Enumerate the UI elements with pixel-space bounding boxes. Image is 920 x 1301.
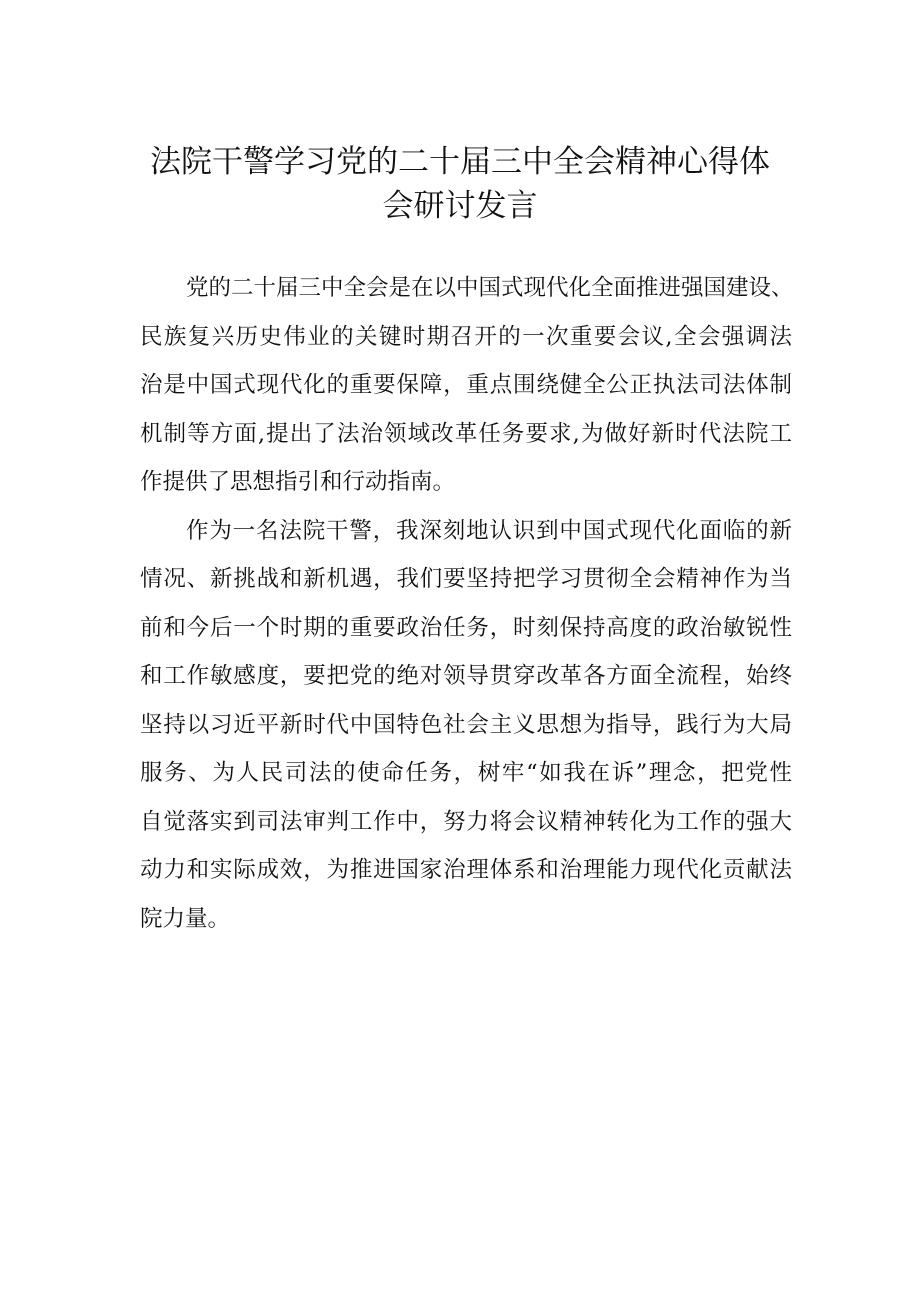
paragraph-2 — [140, 507, 792, 944]
paragraph-1-line-2: 民族复兴历史伟业的关键时期召开的一次重要会议,全会强调法 — [140, 323, 792, 350]
paragraph-1-line-4: 机制等方面,提出了法治领域改革任务要求,为做好新时代法院工 — [140, 420, 792, 447]
title-line-1: 法院干警学习党的二十届三中全会精神心得体 — [150, 144, 770, 180]
paragraph-1 — [140, 264, 792, 507]
document-body — [140, 264, 792, 943]
paragraph-2-line-5: 坚持以习近平新时代中国特色社会主义思想为指导，践行为大局 — [140, 711, 792, 738]
paragraph-2-line-4: 和工作敏感度，要把党的绝对领导贯穿改革各方面全流程，始终 — [140, 663, 792, 689]
paragraph-2-line-2: 情况、新挑战和新机遇，我们要坚持把学习贯彻全会精神作为当 — [140, 566, 792, 592]
paragraph-2-line-9: 院力量。 — [140, 905, 231, 932]
paragraph-2-line-3: 前和今后一个时期的重要政治任务，时刻保持高度的政治敏锐性 — [140, 614, 792, 641]
paragraph-1-line-5: 作提供了思想指引和行动指南。 — [140, 469, 456, 495]
paragraph-2-line-1: 作为一名法院干警，我深刻地认识到中国式现代化面临的新 — [186, 517, 792, 544]
paragraph-2-line-7: 自觉落实到司法审判工作中，努力将会议精神转化为工作的强大 — [140, 808, 792, 835]
paragraph-1-line-1: 党的二十届三中全会是在以中国式现代化全面推进强国建设、 — [186, 275, 794, 301]
title-line-2: 会研讨发言 — [382, 188, 538, 224]
paragraph-1-line-3: 治是中国式现代化的重要保障，重点围绕健全公正执法司法体制 — [140, 372, 792, 398]
document-title — [120, 140, 800, 228]
paragraph-2-line-6: 服务、为人民司法的使命任务，树牢“如我在诉”理念，把党性 — [140, 760, 792, 786]
paragraph-2-line-8: 动力和实际成效，为推进国家治理体系和治理能力现代化贡献法 — [140, 857, 792, 883]
